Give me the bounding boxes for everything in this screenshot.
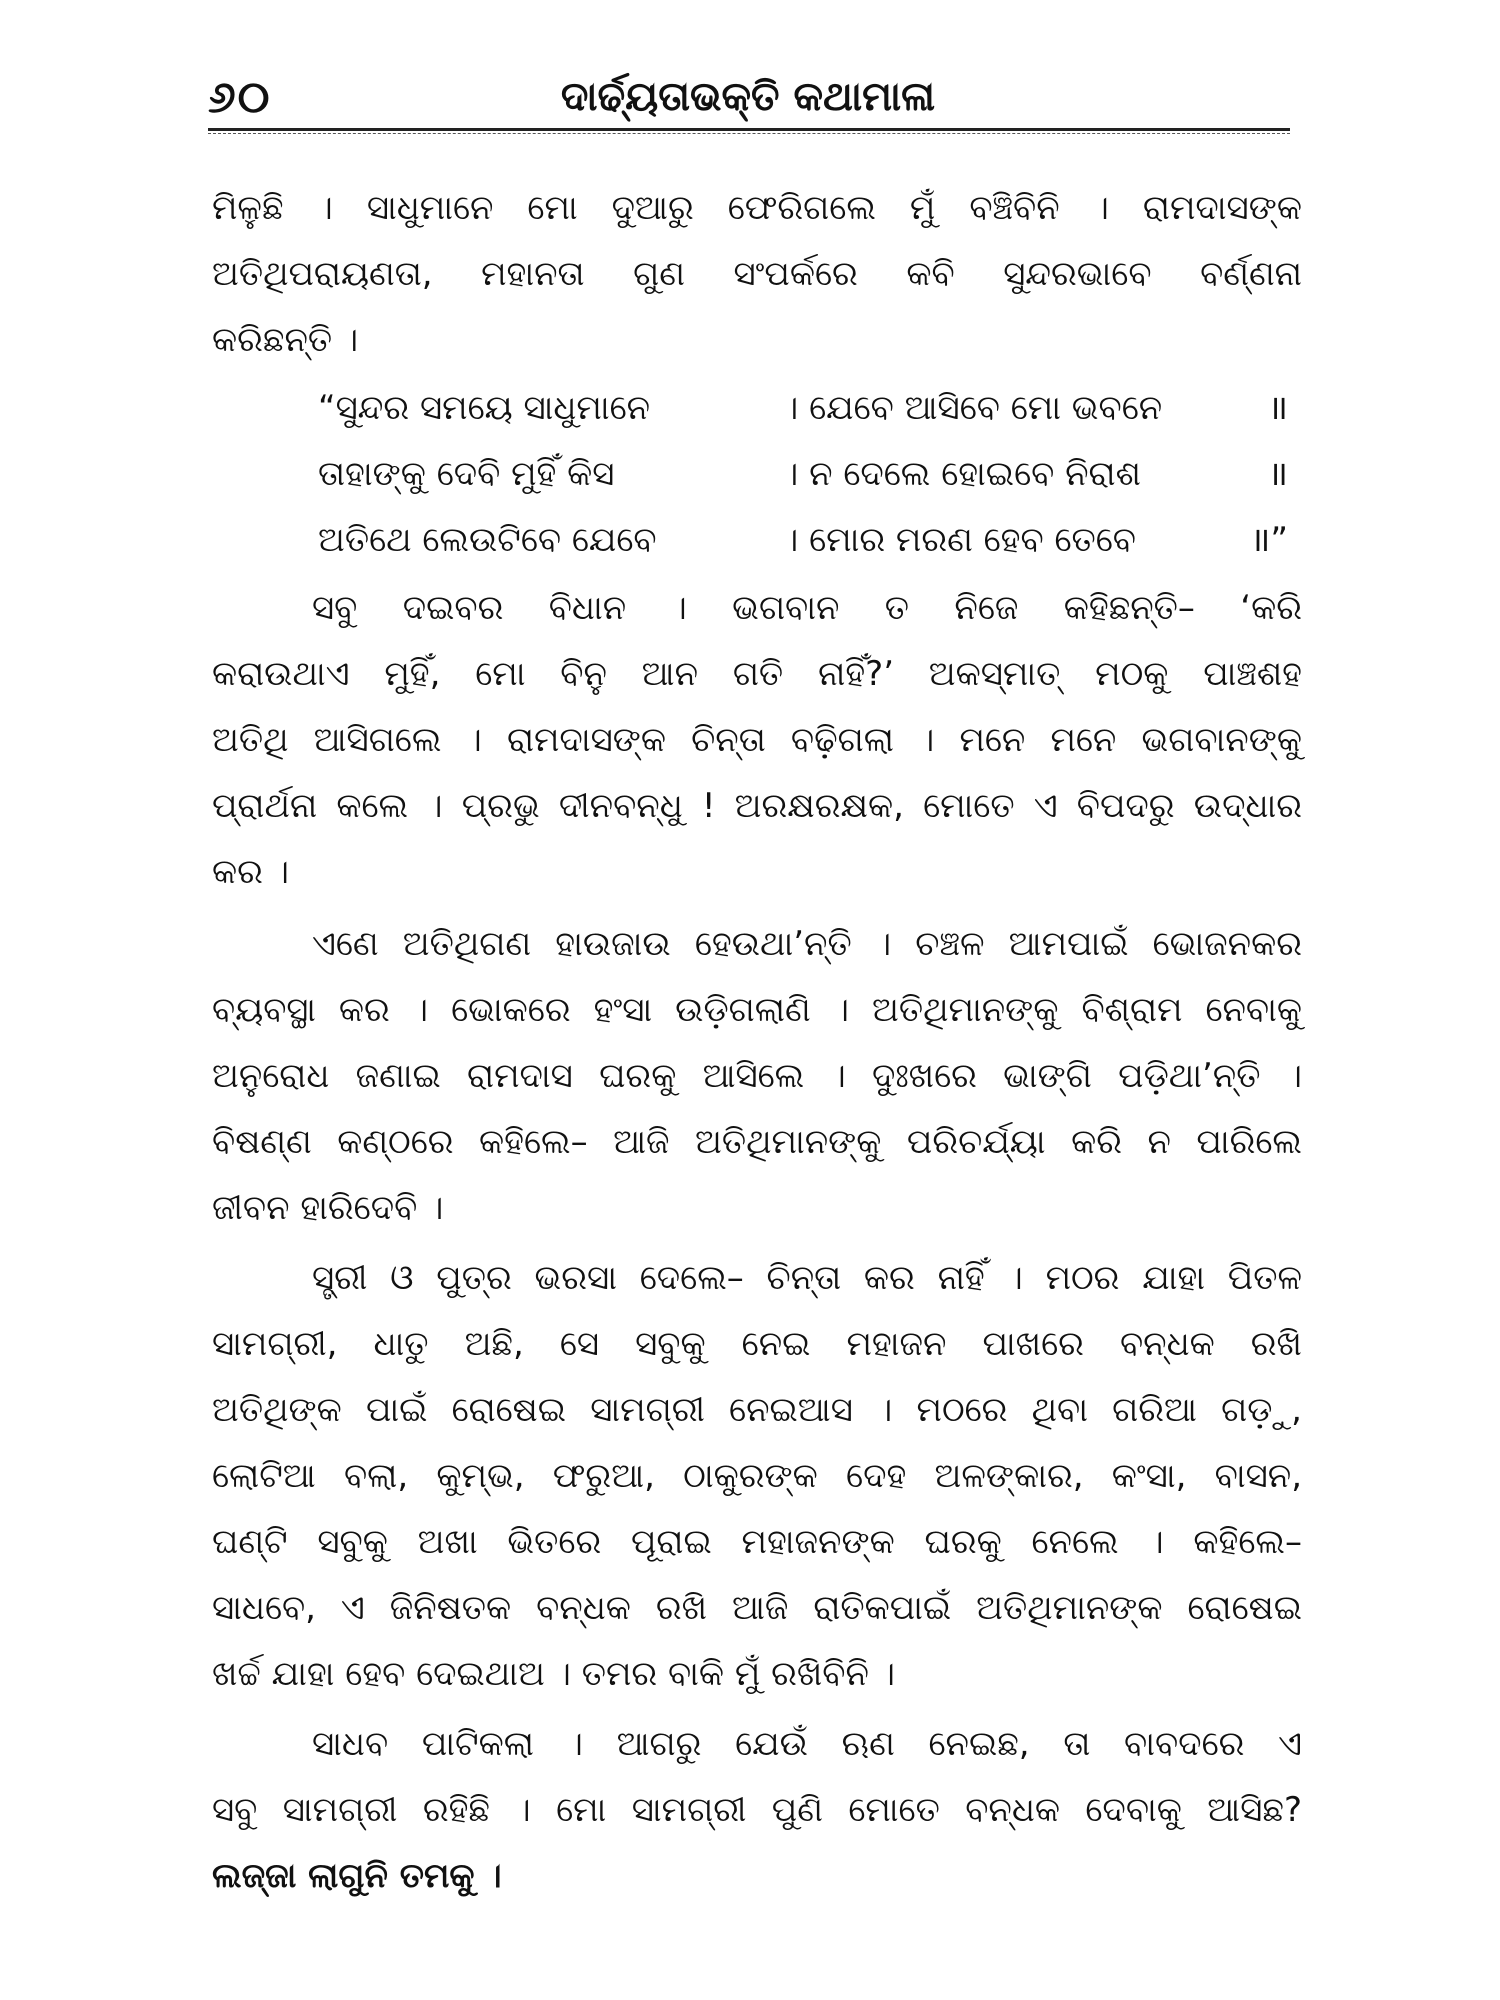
text-line: ଏଣେ ଅତିଥିଗଣ ହାଉଜାଉ ହେଉଥା’ନ୍ତି । ଚଞ୍ଚଳ ଆମପାଇଁ ଭୋଜନକର xyxy=(312,924,1302,964)
verse-first-half: “ସୁନ୍ଦର ସମୟେ ସାଧୁମାନେ xyxy=(318,388,651,428)
header-rule xyxy=(208,128,1290,134)
text-line: ସ୍ତ୍ରୀ ଓ ପୁତ୍ର ଭରସା ଦେଲେ– ଚିନ୍ତା କର ନାହିଁ । ମଠର ଯାହା ପିତଳ xyxy=(312,1258,1302,1298)
text-line: ଲୋଟିଆ ବଲା, କୁମ୍ଭ, ଫରୁଆ, ଠାକୁରଙ୍କ ଦେହ ଅଳଙ୍କାର, କଂସା, ବାସନ, xyxy=(212,1456,1302,1496)
text-line: ସାଧବେ, ଏ ଜିନିଷତକ ବନ୍ଧକ ରଖି ଆଜି ରାତିକପାଇଁ ଅତିଥିମାନଙ୍କ ରୋଷେଇ xyxy=(212,1588,1302,1628)
verse-first-half: ତାହାଙ୍କୁ ଦେବି ମୁହିଁ କିସ xyxy=(318,454,615,494)
text-line: ମିଳୁଛି । ସାଧୁମାନେ ମୋ ଦୁଆରୁ ଫେରିଗଲେ ମୁଁ ବଞ୍ଚିବିନି । ରାମଦାସଙ୍କ xyxy=(212,188,1302,228)
text-line: ଅତିଥିଙ୍କ ପାଇଁ ରୋଷେଇ ସାମଗ୍ରୀ ନେଇଆସ । ମଠରେ ଥିବା ଗରିଆ ଗଡ଼ୁ, xyxy=(212,1390,1302,1430)
text-line: କରିଛନ୍ତି । xyxy=(212,320,359,360)
running-head xyxy=(208,70,1288,130)
text-line: ବିଷଣ୍ଣ କଣ୍ଠରେ କହିଲେ– ଆଜି ଅତିଥିମାନଙ୍କୁ ପରିଚର୍ଯ୍ୟା କରି ନ ପାରିଲେ xyxy=(212,1122,1302,1162)
verse-first-half: ଅତିଥେ ଲେଉଟିବେ ଯେବେ xyxy=(318,520,657,560)
text-line: କର । xyxy=(212,852,290,892)
text-line: ଘଣ୍ଟି ସବୁକୁ ଅଖା ଭିତରେ ପୂରାଇ ମହାଜନଙ୍କ ଘରକୁ ନେଲେ । କହିଲେ– xyxy=(212,1522,1302,1562)
text-line: ସବୁ ସାମଗ୍ରୀ ରହିଛି । ମୋ ସାମଗ୍ରୀ ପୁଣି ମୋତେ ବନ୍ଧକ ଦେବାକୁ ଆସିଛ? xyxy=(212,1790,1302,1830)
text-line: ଅତିଥିପରାୟଣତା, ମହାନତା ଗୁଣ ସଂପର୍କରେ କବି ସୁନ୍ଦରଭାବେ ବର୍ଣ୍ଣନା xyxy=(212,254,1302,294)
text-line: ସବୁ ଦଇବର ବିଧାନ । ଭଗବାନ ତ ନିଜେ କହିଛନ୍ତି– ‘କରି xyxy=(312,588,1302,628)
verse-second-half: । ଯେବେ ଆସିବେ ମୋ ଭବନେ xyxy=(783,388,1163,428)
page-number: ୬୦ xyxy=(208,72,272,123)
verse-end-mark: ॥ xyxy=(1267,454,1288,494)
text-line: କରାଉଥାଏ ମୁହିଁ, ମୋ ବିନୁ ଆନ ଗତି ନାହିଁ?’ ଅକସ୍ମାତ୍ ମଠକୁ ପାଞ୍ଚଶହ xyxy=(212,654,1302,694)
text-line: ଜୀବନ ହାରିଦେବି । xyxy=(212,1188,444,1228)
text-line: ଅନୁରୋଧ ଜଣାଇ ରାମଦାସ ଘରକୁ ଆସିଲେ । ଦୁଃଖରେ ଭାଙ୍ଗି ପଡ଼ିଥା’ନ୍ତି । xyxy=(212,1056,1302,1096)
text-line: ସାଧବ ପାଟିକଲା । ଆଗରୁ ଯେଉଁ ଋଣ ନେଇଛ, ତା ବାବଦରେ ଏ xyxy=(312,1724,1302,1764)
book-title: ଦାର୍ଢ୍ୟତାଭକ୍ତି କଥାମାଳା xyxy=(560,74,936,120)
verse-end-mark: ॥” xyxy=(1250,520,1288,560)
text-line: ବ୍ୟବସ୍ଥା କର । ଭୋକରେ ହଂସା ଉଡ଼ିଗଲାଣି । ଅତିଥିମାନଙ୍କୁ ବିଶ୍ରାମ ନେବାକୁ xyxy=(212,990,1302,1030)
verse-line xyxy=(318,446,1288,502)
text-line: ଅତିଥି ଆସିଗଲେ । ରାମଦାସଙ୍କ ଚିନ୍ତା ବଢ଼ିଗଲା । ମନେ ମନେ ଭଗବାନଙ୍କୁ xyxy=(212,720,1302,760)
text-line: ଲଜ୍ଜା ଲାଗୁନି ତମକୁ । xyxy=(212,1856,502,1896)
text-line: ପ୍ରାର୍ଥନା କଲେ । ପ୍ରଭୁ ଦୀନବନ୍ଧୁ ! ଅରକ୍ଷରକ୍ଷକ, ମୋତେ ଏ ବିପଦରୁ ଉଦ୍ଧାର xyxy=(212,786,1302,826)
verse-second-half: । ମୋର ମରଣ ହେବ ତେବେ xyxy=(783,520,1136,560)
verse-line xyxy=(318,512,1288,568)
verse-line xyxy=(318,380,1288,436)
verse-second-half: । ନ ଦେଲେ ହୋଇବେ ନିରାଶ xyxy=(783,454,1141,494)
text-line: ସାମଗ୍ରୀ, ଧାତୁ ଅଛି, ସେ ସବୁକୁ ନେଇ ମହାଜନ ପାଖରେ ବନ୍ଧକ ରଖି xyxy=(212,1324,1302,1364)
text-line: ଖର୍ଚ୍ଚ ଯାହା ହେବ ଦେଇଥାଅ । ତମର ବାକି ମୁଁ ରଖିବିନି । xyxy=(212,1654,896,1694)
verse-end-mark: ॥ xyxy=(1267,388,1288,428)
